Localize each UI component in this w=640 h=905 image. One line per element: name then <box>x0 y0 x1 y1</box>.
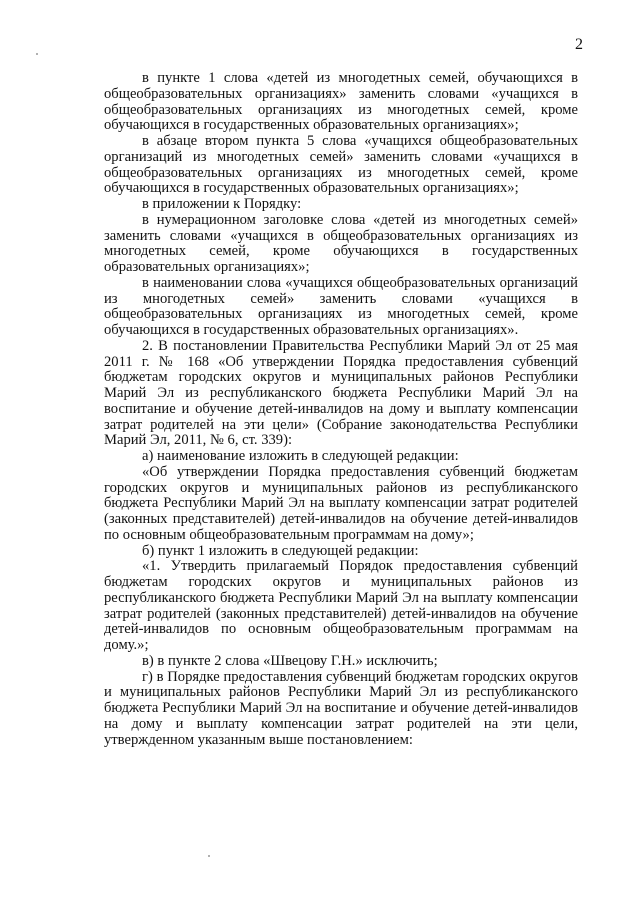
paragraph-9: б) пункт 1 изложить в следующей редакции: <box>142 542 419 559</box>
paragraph-5: в наименовании слова «учащихся общеобразовательных организаций из многодетных семей» заменить словами «учащихся в общеобразовательных организациях из многодетных семей, кроме обучающихся в государственных образовательных организациях». <box>104 274 578 338</box>
paragraph-11: в) в пункте 2 слова «Швецову Г.Н.» исключить; <box>142 652 438 669</box>
paragraph-2: в абзаце втором пункта 5 слова «учащихся общеобразовательных организаций из многодетных семей» заменить словами «учащихся в общеобразовательных организациях из многодетных семей, кроме обучающихся в государственных образовательных организациях»; <box>104 133 578 197</box>
paragraph-12: г) в Порядке предоставления субвенций бюджетам городских округов и муниципальных районов Республики Марий Эл из республиканского бюджета Республики Марий Эл на воспитание и обучение детей-инвалидов на дому и выплату компенсации затрат родителей на эти цели, утвержденном указанным выше постановлением: <box>104 668 578 748</box>
paragraph-6: 2. В постановлении Правительства Республики Марий Эл от 25 мая 2011 г. № 168 «Об утверждении Порядка предоставления субвенций бюджетам городских округов и муниципальных районов Республики Марий Эл из республиканского бюджета Республики Марий Эл на воспитание и обучение детей-инвалидов на дому и выплату компенсации затрат родителей на эти цели» (Собрание законодательства Республики Марий Эл, 2011, № 6, ст. 339): <box>104 337 578 449</box>
paragraph-1: в пункте 1 слова «детей из многодетных семей, обучающихся в общеобразовательных организациях» заменить словами «учащихся в общеобразовательных организациях из многодетных семей, кроме обучающихся в государственных образовательных организациях»; <box>104 70 578 134</box>
paragraph-7: а) наименование изложить в следующей редакции: <box>142 448 459 464</box>
paragraph-3: в приложении к Порядку: <box>142 196 302 212</box>
scan-speck <box>208 855 210 857</box>
paragraph-4: в нумерационном заголовке слова «детей из многодетных семей» заменить словами «учащихся в общеобразовательных организациях из многодетных семей, кроме обучающихся в государственных образовательных организациях»; <box>104 211 578 275</box>
paragraph-8: «Об утверждении Порядка предоставления субвенций бюджетам городских округов и муниципальных районов из республиканского бюджета Республики Марий Эл на выплату компенсации затрат родителей (законных представителей) детей-инвалидов на обучение детей-инвалидов по основным общеобразовательным программам на дому»; <box>104 463 578 543</box>
scan-speck <box>36 53 38 55</box>
document-body <box>104 71 578 748</box>
page-number: 2 <box>575 36 583 53</box>
paragraph-10: «1. Утвердить прилагаемый Порядок предоставления субвенций бюджетам городских округов и муниципальных районов из республиканского бюджета Республики Марий Эл на выплату компенсации затрат родителей (законных представителей) детей-инвалидов на обучение детей-инвалидов по основным общеобразовательным программам на дому.»; <box>104 558 578 653</box>
